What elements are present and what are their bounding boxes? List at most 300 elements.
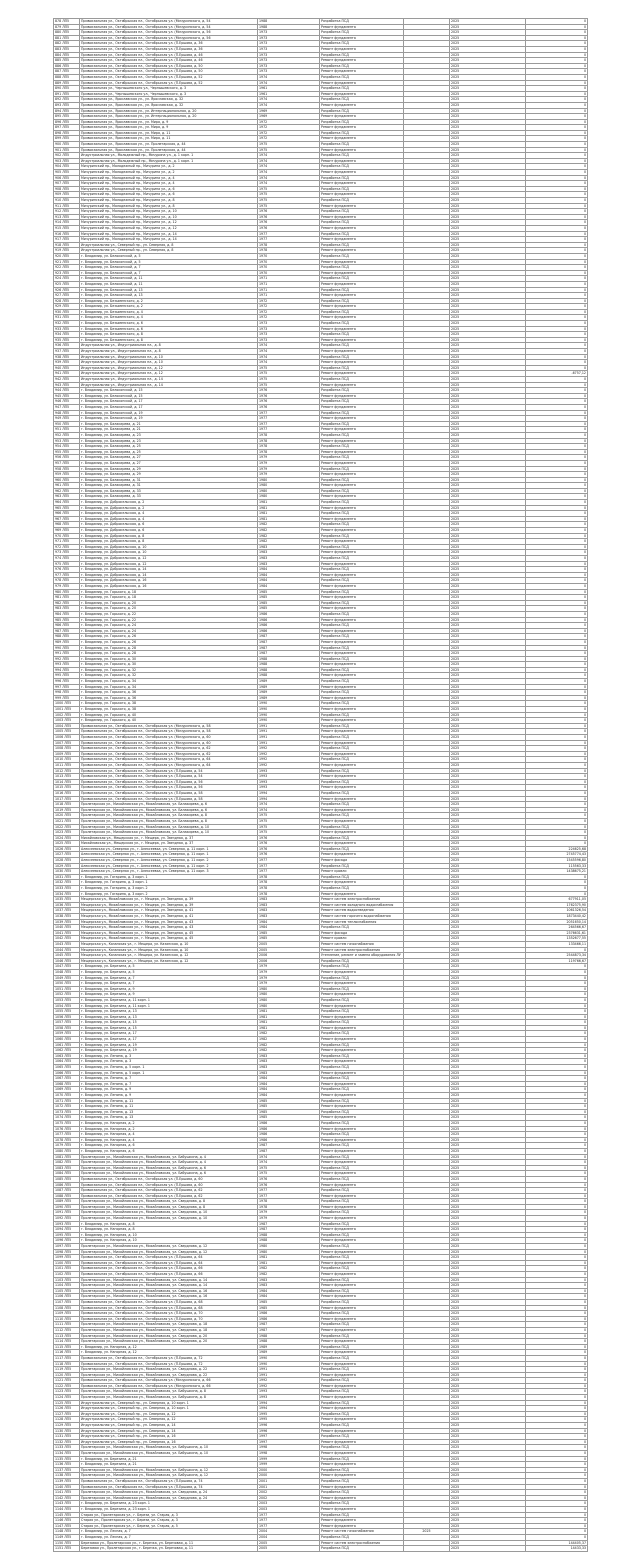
address-cell: г. Владимир, ул. Добросельская, д. 10 — [80, 544, 258, 550]
address-cell: г. Владимир, ул. Белоконской, д. 5 — [80, 259, 258, 265]
plan-year-cell: 2025 — [450, 1160, 526, 1166]
year-cell: 1977 — [258, 421, 320, 427]
amount-cell: 0 — [526, 276, 588, 282]
row-number: 1131 ЛП5 — [54, 1434, 80, 1440]
year-cell: 1992 — [258, 1383, 320, 1389]
address-cell: Пролетарская ул., Михайловская ул., Михайловская, ул. Бабушкина, д. 8 — [80, 1389, 258, 1395]
row-number: 994 ЛП5 — [54, 667, 80, 673]
year-cell: 1985 — [258, 1098, 320, 1104]
work-type-cell: Ремонт фундамента — [320, 349, 404, 355]
address-cell: г. Владимир, ул. Белоконской, д. 7 — [80, 265, 258, 271]
row-number: 1065 ЛП5 — [54, 1065, 80, 1071]
year-cell: 1978 — [258, 891, 320, 897]
year-cell: 1973 — [258, 52, 320, 58]
plan-year-cell: 2025 — [450, 690, 526, 696]
amount-cell: 0 — [526, 539, 588, 545]
address-cell: Алексеевская ул., Северная ул., г. Алексеевка, ул. Северная, д. 11 корп. 1 — [80, 846, 258, 852]
plan-year-cell: 2025 — [450, 1025, 526, 1031]
amount-cell: 0 — [526, 253, 588, 259]
address-cell: Привокзальная ул., Октябрьская пл., Октябрьская ул. (Мичуринского, д. 60 — [80, 740, 258, 746]
address-cell: г. Владимир, ул. Горького, д. 22 — [80, 611, 258, 617]
amount-cell: 0 — [526, 841, 588, 847]
amount-cell: 0 — [526, 136, 588, 142]
year-cell: 1980 — [258, 483, 320, 489]
year-cell: 1996 — [258, 1423, 320, 1429]
address-cell: Пролетарская ул., Михайловская ул., Михайловская, ул. Бабушкина, д. 12 — [80, 1467, 258, 1473]
address-cell: г. Владимир, ул. Нагорная, д. 12 — [80, 1350, 258, 1356]
amount-cell: 0 — [526, 58, 588, 64]
work-type-cell: Разработка ПСД — [320, 287, 404, 293]
amount-cell: 0 — [526, 1400, 588, 1406]
row-number: 1140 ЛП5 — [54, 1484, 80, 1490]
amount-cell: 0 — [526, 404, 588, 410]
plan-year-cell: 2025 — [450, 846, 526, 852]
plan-year-cell: 2025 — [450, 930, 526, 936]
plan-year-cell: 2025 — [450, 455, 526, 461]
address-cell: Пролетарская ул., Михайловская ул., Михайловская, ул. Бабушкина, д. 6 — [80, 1165, 258, 1171]
amount-cell: 0 — [526, 337, 588, 343]
row-number: 956 ЛП5 — [54, 455, 80, 461]
work-type-cell: Разработка ПСД — [320, 1244, 404, 1250]
year-cell: 1972 — [258, 298, 320, 304]
address-cell: Привокзальная ул., Октябрьская пл., Октябрьская ул. (П.Ершова, д. 56 — [80, 785, 258, 791]
year-cell: 1980 — [258, 1244, 320, 1250]
address-cell: г. Владимир, ул. Балакирева, д. 31 — [80, 477, 258, 483]
row-number: 1018 ЛП5 — [54, 802, 80, 808]
address-cell: г. Владимир, ул. Безыменского, д. 2 — [80, 298, 258, 304]
row-number: 977 ЛП5 — [54, 572, 80, 578]
work-type-cell: Ремонт фундамента — [320, 1406, 404, 1412]
amount-cell: 0 — [526, 304, 588, 310]
plan-year-cell: 2025 — [450, 824, 526, 830]
row-number: 886 ЛП5 — [54, 63, 80, 69]
amount-cell: 0 — [526, 69, 588, 75]
work-type-cell: Разработка ПСД — [320, 1456, 404, 1462]
year-cell: 1990 — [258, 1355, 320, 1361]
work-type-cell: Ремонт фундамента — [320, 1484, 404, 1490]
year-cell: 1978 — [258, 1199, 320, 1205]
work-type-cell: Разработка ПСД — [320, 1288, 404, 1294]
address-cell: г. Владимир, ул. Горького, д. 24 — [80, 623, 258, 629]
row-number: 1132 ЛП5 — [54, 1439, 80, 1445]
address-cell: Привокзальная ул., Ярославская ул., ул. Интернациональная, д. 20 — [80, 108, 258, 114]
address-cell: Мичуринский пр., Молодежный пр., Мичурина ул., д. 6 — [80, 186, 258, 192]
plan-year-cell: 2025 — [450, 35, 526, 41]
row-number: 1069 ЛП5 — [54, 1087, 80, 1093]
address-cell: г. Владимир, ул. Добросельская, д. 10 — [80, 550, 258, 556]
amount-cell: 0 — [526, 1439, 588, 1445]
amount-cell: 0 — [526, 181, 588, 187]
address-cell: г. Владимир, ул. Белоконской, д. 5 — [80, 253, 258, 259]
amount-cell: 0 — [526, 1277, 588, 1283]
address-cell: г. Владимир, ул. Горького, д. 26 — [80, 639, 258, 645]
plan-year-cell: 2025 — [450, 1037, 526, 1043]
amount-cell: 0 — [526, 1428, 588, 1434]
address-cell: г. Владимир, ул. Нагорная, д. 8 — [80, 1227, 258, 1233]
row-number: 970 ЛП5 — [54, 533, 80, 539]
row-number: 1047 ЛП5 — [54, 964, 80, 970]
amount-cell: 0 — [526, 695, 588, 701]
year-cell: 1975 — [258, 192, 320, 198]
year-cell: 1988 — [258, 19, 320, 25]
year-cell: 1978 — [258, 1204, 320, 1210]
year-cell: 1974 — [258, 102, 320, 108]
plan-year-cell: 2025 — [450, 309, 526, 315]
year-cell: 1999 — [258, 1456, 320, 1462]
work-type-cell: Ремонт фундамента — [320, 1383, 404, 1389]
plan-year-cell: 2025 — [450, 600, 526, 606]
address-cell: Пролетарская ул., Михайловская ул., Михайловская, ул. Свердлова, д. 12 — [80, 1249, 258, 1255]
plan-year-cell: 2025 — [450, 841, 526, 847]
plan-year-cell: 2025 — [450, 1523, 526, 1529]
row-number: 986 ЛП5 — [54, 623, 80, 629]
amount-cell: 0 — [526, 544, 588, 550]
year-cell: 1987 — [258, 1148, 320, 1154]
address-cell: Мещерская ул., Михайловская ул., г. Мещера, ул. Звездная, д. 45 — [80, 930, 258, 936]
year-cell: 1984 — [258, 919, 320, 925]
year-cell: 1997 — [258, 1434, 320, 1440]
year-cell: 1988 — [258, 656, 320, 662]
year-cell: 1978 — [258, 432, 320, 438]
year-cell: 1981 — [258, 511, 320, 517]
work-type-cell: Ремонт фундамента — [320, 281, 404, 287]
plan-year-cell: 2025 — [450, 1244, 526, 1250]
plan-year-cell: 2025 — [450, 416, 526, 422]
year-cell: 1982 — [258, 1272, 320, 1278]
address-cell: Привокзальная ул., Октябрьская пл., Октябрьская ул. (П.Ершова, д. 56 — [80, 779, 258, 785]
work-type-cell: Разработка ПСД — [320, 175, 404, 181]
status-cell: 2025 — [404, 1529, 450, 1535]
plan-year-cell: 2025 — [450, 237, 526, 243]
work-type-cell: Ремонт фундамента — [320, 125, 404, 131]
address-cell: Пролетарская ул., Михайловская ул., Михайловская, ул. Бабушкина, д. 4 — [80, 1160, 258, 1166]
work-type-cell: Ремонт фасада — [320, 858, 404, 864]
amount-cell: 0 — [526, 550, 588, 556]
year-cell: 1976 — [258, 1176, 320, 1182]
amount-cell: 0 — [526, 494, 588, 500]
plan-year-cell: 2025 — [450, 852, 526, 858]
address-cell: г. Владимир, ул. Добросельская, д. 6 — [80, 522, 258, 528]
amount-cell: 0 — [526, 1003, 588, 1009]
amount-cell: 0 — [526, 830, 588, 836]
amount-cell: 0 — [526, 818, 588, 824]
plan-year-cell: 2025 — [450, 768, 526, 774]
address-cell: Пролетарская ул., Михайловская ул., Михайловская, ул. Свердлова, д. 18 — [80, 1322, 258, 1328]
address-cell: Пролетарская ул., Михайловская ул., Михайловская, ул. Балакирева, д. 10 — [80, 824, 258, 830]
amount-cell: 0 — [526, 108, 588, 114]
row-number: 908 ЛП5 — [54, 186, 80, 192]
year-cell: 1998 — [258, 1451, 320, 1457]
plan-year-cell: 2025 — [450, 1188, 526, 1194]
work-type-cell: Разработка ПСД — [320, 1065, 404, 1071]
plan-year-cell: 2025 — [450, 1439, 526, 1445]
plan-year-cell: 2025 — [450, 880, 526, 886]
amount-cell: 0 — [526, 1154, 588, 1160]
address-cell: Индустриальная ул., Северный пр., ул. Северная, д. 14 — [80, 1423, 258, 1429]
address-cell: Мещерская ул., Казанская ул., г. Мещера, ул. Казанская, д. 10 — [80, 941, 258, 947]
work-type-cell: Разработка ПСД — [320, 1199, 404, 1205]
row-number: 879 ЛП5 — [54, 24, 80, 30]
amount-cell: 0 — [526, 158, 588, 164]
row-number: 968 ЛП5 — [54, 522, 80, 528]
row-number: 1022 ЛП5 — [54, 824, 80, 830]
row-number: 995 ЛП5 — [54, 673, 80, 679]
work-type-cell: Разработка ПСД — [320, 1389, 404, 1395]
address-cell: Пролетарская ул., Михайловская ул., Михайловская, ул. Свердлова, д. 22 — [80, 1367, 258, 1373]
amount-cell: 0 — [526, 1255, 588, 1261]
row-number: 937 ЛП5 — [54, 349, 80, 355]
plan-year-cell: 2025 — [450, 1020, 526, 1026]
work-type-cell: Разработка ПСД — [320, 656, 404, 662]
work-type-cell: Разработка ПСД — [320, 567, 404, 573]
year-cell: 1985 — [258, 606, 320, 612]
plan-year-cell: 2025 — [450, 1506, 526, 1512]
work-type-cell: Ремонт фундамента — [320, 136, 404, 142]
row-number: 1076 ЛП5 — [54, 1126, 80, 1132]
plan-year-cell: 2025 — [450, 153, 526, 159]
work-type-cell: Разработка ПСД — [320, 1322, 404, 1328]
work-type-cell: Разработка ПСД — [320, 1299, 404, 1305]
plan-year-cell: 2025 — [450, 578, 526, 584]
row-number: 1009 ЛП5 — [54, 751, 80, 757]
row-number: 941 ЛП5 — [54, 371, 80, 377]
work-type-cell: Разработка ПСД — [320, 119, 404, 125]
row-number: 1149 ЛП5 — [54, 1534, 80, 1540]
row-number: 1138 ЛП5 — [54, 1473, 80, 1479]
plan-year-cell: 2025 — [450, 740, 526, 746]
address-cell: Пролетарская ул., Михайловская ул., Михайловская, ул. Свердлова, д. 20 — [80, 1333, 258, 1339]
work-type-cell: Разработка ПСД — [320, 679, 404, 685]
amount-cell: 0 — [526, 662, 588, 668]
address-cell: г. Владимир, ул. Безыменского, д. 6 — [80, 326, 258, 332]
work-type-cell: Ремонт систем водоотведения — [320, 908, 404, 914]
plan-year-cell: 2025 — [450, 539, 526, 545]
amount-cell: 0 — [526, 466, 588, 472]
address-cell: г. Владимир, ул. Березина, д. 23 корп. 1 — [80, 1501, 258, 1507]
address-cell: Привокзальная ул., Октябрьская пл., Октябрьская ул. (П.Ершова, д. 64 — [80, 1255, 258, 1261]
work-type-cell: Разработка ПСД — [320, 97, 404, 103]
plan-year-cell: 2025 — [450, 941, 526, 947]
address-cell: Привокзальная ул., Октябрьская пл., Октябрьская ул. (П.Ершова, д. 60 — [80, 1176, 258, 1182]
row-number: 1126 ЛП5 — [54, 1406, 80, 1412]
plan-year-cell: 2025 — [450, 802, 526, 808]
amount-cell: 0 — [526, 130, 588, 136]
row-number: 1129 ЛП5 — [54, 1423, 80, 1429]
address-cell: Индустриальная ул., Северный пр., ул. Северная, д. 12 — [80, 1411, 258, 1417]
work-type-cell: Ремонт фундамента — [320, 880, 404, 886]
year-cell: 1982 — [258, 533, 320, 539]
row-number: 1081 ЛП5 — [54, 1154, 80, 1160]
row-number: 1012 ЛП5 — [54, 768, 80, 774]
amount-cell: 0 — [526, 472, 588, 478]
year-cell: 1983 — [258, 1283, 320, 1289]
year-cell: 1983 — [258, 902, 320, 908]
year-cell: 1973 — [258, 326, 320, 332]
plan-year-cell: 2025 — [450, 209, 526, 215]
work-type-cell: Ремонт фундамента — [320, 662, 404, 668]
row-number: 996 ЛП5 — [54, 679, 80, 685]
amount-cell: 0 — [526, 365, 588, 371]
work-type-cell: Разработка ПСД — [320, 63, 404, 69]
address-cell: г. Владимир, ул. Горького, д. 28 — [80, 645, 258, 651]
year-cell: 1981 — [258, 1009, 320, 1015]
work-type-cell: Разработка ПСД — [320, 1411, 404, 1417]
amount-cell: 0 — [526, 1238, 588, 1244]
address-cell: Мичуринский пр., Молодежный пр., Мичурина ул., д. 6 — [80, 192, 258, 198]
work-type-cell: Разработка ПСД — [320, 265, 404, 271]
row-number: 1104 ЛП5 — [54, 1283, 80, 1289]
work-type-cell: Разработка ПСД — [320, 242, 404, 248]
plan-year-cell: 2025 — [450, 589, 526, 595]
work-type-cell: Разработка ПСД — [320, 1009, 404, 1015]
amount-cell: 0 — [526, 690, 588, 696]
row-number: 1017 ЛП5 — [54, 796, 80, 802]
address-cell: г. Владимир, ул. Нагорная, д. 6 — [80, 1143, 258, 1149]
work-type-cell: Ремонт фундамента — [320, 1160, 404, 1166]
address-cell: Привокзальная ул., Октябрьская пл., Октябрьская ул. (П.Ершова, д. 70 — [80, 1316, 258, 1322]
document-page — [53, 18, 587, 1552]
plan-year-cell: 2025 — [450, 349, 526, 355]
address-cell: Мичуринский пр., Молодежный пр., Мичурина ул., д. 14 — [80, 237, 258, 243]
year-cell: 2000 — [258, 1473, 320, 1479]
work-type-cell: Разработка ПСД — [320, 332, 404, 338]
plan-year-cell: 2025 — [450, 1406, 526, 1412]
work-type-cell: Разработка ПСД — [320, 768, 404, 774]
plan-year-cell: 2025 — [450, 119, 526, 125]
year-cell: 1973 — [258, 69, 320, 75]
row-number: 1083 ЛП5 — [54, 1165, 80, 1171]
row-number: 1144 ЛП5 — [54, 1506, 80, 1512]
row-number: 921 ЛП5 — [54, 259, 80, 265]
plan-year-cell: 2025 — [450, 1009, 526, 1015]
year-cell: 1990 — [258, 712, 320, 718]
address-cell: Привокзальная ул., Ярославская ул., ул. Интернациональная, д. 20 — [80, 114, 258, 120]
work-type-cell: Разработка ПСД — [320, 1512, 404, 1518]
address-cell: г. Владимир, ул. Горького, д. 32 — [80, 673, 258, 679]
plan-year-cell: 2025 — [450, 483, 526, 489]
work-type-cell: Ремонт систем газоснабжения — [320, 1529, 404, 1535]
row-number: 894 ЛП5 — [54, 108, 80, 114]
year-cell: 2003 — [258, 1501, 320, 1507]
work-type-cell: Разработка ПСД — [320, 52, 404, 58]
work-type-cell: Разработка ПСД — [320, 958, 404, 964]
work-type-cell: Разработка ПСД — [320, 1020, 404, 1026]
year-cell: 1978 — [258, 886, 320, 892]
row-number: 1031 ЛП5 — [54, 874, 80, 880]
row-number: 1080 ЛП5 — [54, 1148, 80, 1154]
work-type-cell: Ремонт фундамента — [320, 695, 404, 701]
address-cell: г. Владимир, ул. Березина, д. 15 — [80, 1025, 258, 1031]
address-cell: Привокзальная ул., Октябрьская пл., Октябрьская ул. (П.Ершова, д. 58 — [80, 790, 258, 796]
year-cell: 1990 — [258, 1361, 320, 1367]
plan-year-cell: 2025 — [450, 1534, 526, 1540]
address-cell: Мичуринский пр., Молодежный пр., Мичурина ул., д. 8 — [80, 198, 258, 204]
row-number: 946 ЛП5 — [54, 399, 80, 405]
year-cell: 1986 — [258, 1316, 320, 1322]
year-cell: 1977 — [258, 410, 320, 416]
address-cell: Привокзальная ул., Октябрьская пл., Октябрьская ул. (Мичуринского, д. 58 — [80, 723, 258, 729]
plan-year-cell: 2025 — [450, 214, 526, 220]
amount-cell: 0 — [526, 1115, 588, 1121]
work-type-cell: Разработка ПСД — [320, 645, 404, 651]
row-number: 976 ЛП5 — [54, 567, 80, 573]
year-cell: 1977 — [258, 1518, 320, 1524]
work-type-cell: Ремонт фундамента — [320, 114, 404, 120]
amount-cell: 0 — [526, 142, 588, 148]
year-cell: 1987 — [258, 1322, 320, 1328]
amount-cell: 0 — [526, 1048, 588, 1054]
plan-year-cell: 2025 — [450, 835, 526, 841]
row-number: 903 ЛП5 — [54, 158, 80, 164]
plan-year-cell: 2025 — [450, 46, 526, 52]
plan-year-cell: 2025 — [450, 897, 526, 903]
row-number: 1092 ЛП5 — [54, 1216, 80, 1222]
row-number: 1063 ЛП5 — [54, 1053, 80, 1059]
address-cell: Пролетарская ул., Михайловская ул., Михайловская, ул. Свердлова, д. 10 — [80, 1210, 258, 1216]
amount-cell: 0 — [526, 225, 588, 231]
work-type-cell: Ремонт фундамента — [320, 1327, 404, 1333]
row-number: 1139 ЛП5 — [54, 1478, 80, 1484]
row-number: 972 ЛП5 — [54, 544, 80, 550]
amount-cell: 0 — [526, 997, 588, 1003]
work-type-cell: Разработка ПСД — [320, 186, 404, 192]
plan-year-cell: 2025 — [450, 259, 526, 265]
amount-cell: 0 — [526, 1355, 588, 1361]
plan-year-cell: 2025 — [450, 1115, 526, 1121]
amount-cell: 0 — [526, 80, 588, 86]
work-type-cell: Разработка ПСД — [320, 835, 404, 841]
amount-cell: 0 — [526, 880, 588, 886]
work-type-cell: Ремонт фундамента — [320, 382, 404, 388]
work-type-cell: Разработка ПСД — [320, 231, 404, 237]
amount-cell: 0 — [526, 667, 588, 673]
address-cell: Мичуринский пр., Молодежный пр., Мичурина ул., д. 14 — [80, 231, 258, 237]
plan-year-cell: 2025 — [450, 595, 526, 601]
year-cell: 1981 — [258, 516, 320, 522]
row-number: 940 ЛП5 — [54, 365, 80, 371]
address-cell: г. Владимир, ул. Белоконской, д. 13 — [80, 287, 258, 293]
address-cell: Привокзальная ул., Октябрьская пл., Октябрьская ул. (Мичуринского, д. 64 — [80, 762, 258, 768]
amount-cell: 0 — [526, 802, 588, 808]
address-cell: Привокзальная ул., Чернышевского ул., Чернышевского, д. 3 — [80, 91, 258, 97]
plan-year-cell: 2025 — [450, 1294, 526, 1300]
address-cell: г. Владимир, ул. Белоконской, д. 13 — [80, 293, 258, 299]
row-number: 923 ЛП5 — [54, 270, 80, 276]
year-cell: 1976 — [258, 214, 320, 220]
work-type-cell: Разработка ПСД — [320, 1467, 404, 1473]
amount-cell: 0 — [526, 1244, 588, 1250]
work-type-cell: Ремонт систем горячего водоснабжения — [320, 914, 404, 920]
year-cell: 1978 — [258, 438, 320, 444]
address-cell: Привокзальная ул., Октябрьская пл., Октябрьская ул. (Мичуринского, д. 60 — [80, 735, 258, 741]
work-type-cell: Ремонт фундамента — [320, 1137, 404, 1143]
address-cell: Михайловская ул., Мещерская ул., г. Мещера, ул. Звездная, д. 37 — [80, 835, 258, 841]
year-cell: 1975 — [258, 371, 320, 377]
amount-cell: 0 — [526, 237, 588, 243]
year-cell: 1993 — [258, 785, 320, 791]
amount-cell: 0 — [526, 874, 588, 880]
address-cell: г. Владимир, ул. Ленина, д. 11 — [80, 1104, 258, 1110]
plan-year-cell: 2025 — [450, 947, 526, 953]
address-cell: г. Владимир, ул. Балакирева, д. 31 — [80, 483, 258, 489]
amount-cell: 0 — [526, 74, 588, 80]
amount-cell: 0 — [526, 1126, 588, 1132]
year-cell: 1972 — [258, 309, 320, 315]
address-cell: Пролетарская ул., Михайловская ул., Михайловская, ул. Свердлова, д. 18 — [80, 1327, 258, 1333]
work-type-cell: Ремонт фундамента — [320, 539, 404, 545]
row-number: 967 ЛП5 — [54, 516, 80, 522]
plan-year-cell: 2025 — [450, 1154, 526, 1160]
